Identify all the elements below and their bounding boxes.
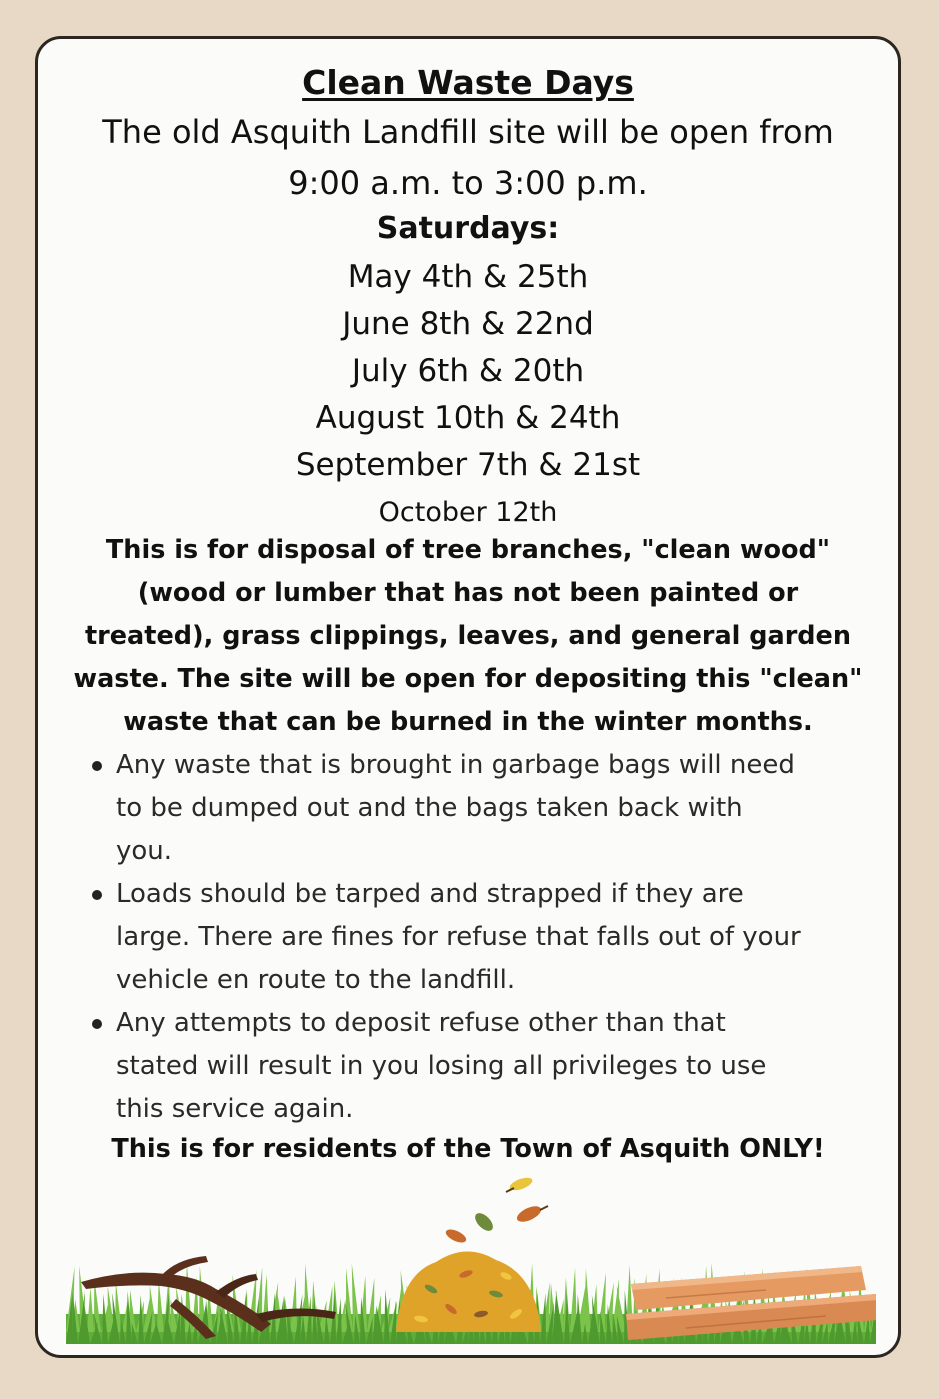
- rule-line: Loads should be tarped and strapped if they are: [116, 879, 744, 909]
- dates-list: [38, 254, 898, 536]
- intro-line: The old Asquith Landfill site will be open from: [102, 113, 834, 151]
- notice-line: (wood or lumber that has not been painted or: [137, 578, 799, 608]
- bullet-icon: [92, 1019, 102, 1029]
- rule-item: [88, 873, 878, 1002]
- date-item: July 6th & 20th: [351, 353, 585, 389]
- rule-line: Any waste that is brought in garbage bags will need: [116, 750, 795, 780]
- rule-line: vehicle en route to the landfill.: [116, 965, 516, 995]
- leaf-pile-icon: [396, 1251, 541, 1332]
- notice-line: treated), grass clippings, leaves, and general garden: [84, 621, 852, 651]
- date-item: September 7th & 21st: [295, 447, 641, 483]
- date-item: August 10th & 24th: [315, 400, 621, 436]
- rule-line: to be dumped out and the bags taken back with: [116, 793, 743, 823]
- notice-line: waste that can be burned in the winter months.: [123, 707, 813, 737]
- residents-only-note: This is for residents of the Town of Asquith ONLY!: [111, 1134, 825, 1164]
- notice-line: waste. The site will be open for depositing this "clean": [73, 664, 863, 694]
- rules-list: [88, 744, 878, 1131]
- bullet-icon: [92, 890, 102, 900]
- notice-line: This is for disposal of tree branches, "clean wood": [105, 535, 831, 565]
- rule-line: you.: [116, 836, 173, 866]
- yard-waste-illustration: [66, 1164, 876, 1344]
- flyer-title: Clean Waste Days: [302, 63, 634, 102]
- falling-leaves-icon: [444, 1175, 548, 1245]
- rule-line: large. There are fines for refuse that falls out of your: [116, 922, 801, 952]
- date-item: October 12th: [378, 497, 558, 528]
- rule-line: Any attempts to deposit refuse other than that: [116, 1008, 726, 1038]
- bullet-icon: [92, 761, 102, 771]
- intro-hours: 9:00 a.m. to 3:00 p.m.: [288, 164, 648, 202]
- rule-item: [88, 1002, 878, 1131]
- rule-line: stated will result in you losing all privileges to use: [116, 1051, 767, 1081]
- disposal-notice: [52, 529, 884, 744]
- intro-text: [58, 107, 878, 209]
- saturdays-heading: Saturdays:: [376, 211, 560, 246]
- rule-line: this service again.: [116, 1094, 354, 1124]
- rule-item: [88, 744, 878, 873]
- date-item: June 8th & 22nd: [342, 306, 594, 342]
- flyer-card: [35, 36, 901, 1358]
- date-item: May 4th & 25th: [347, 259, 589, 295]
